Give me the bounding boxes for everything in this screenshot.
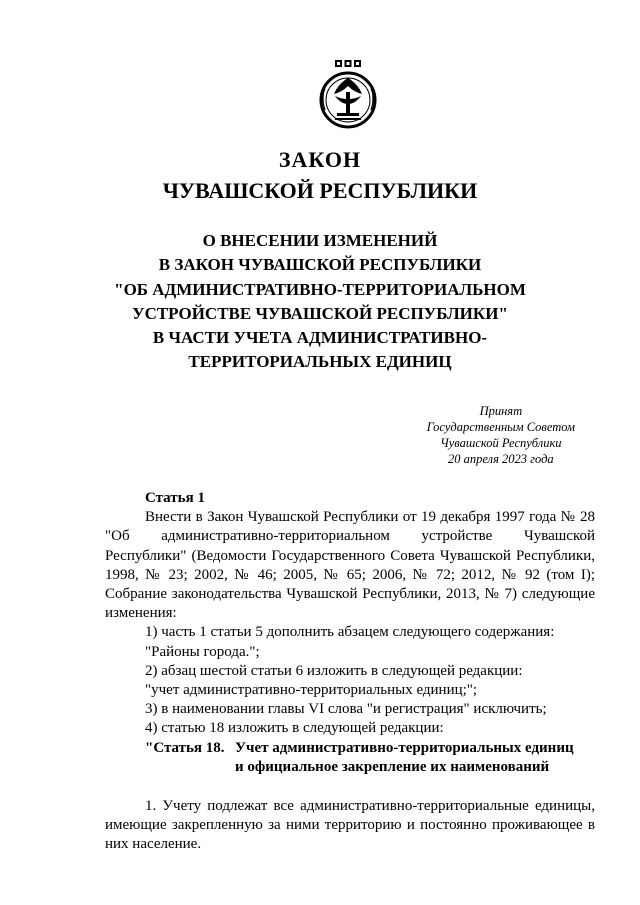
amendment-item: "учет административно-территориальных единиц;"; [145,682,478,699]
amendment-item: "Районы города."; [145,643,260,660]
article-18-title-line: и официальное закрепление их наименований [235,758,550,775]
coat-of-arms-emblem [313,58,383,132]
article-18-point-1: 1. Учету подлежат все административно-территориальные единицы, имеющие закрепленную за ними территорию и постоянно проживающее в них население. [105,798,595,853]
article-heading: Статья 1 [145,490,205,506]
amendment-item: 4) статью 18 изложить в следующей редакции: [145,720,444,737]
article-intro-paragraph: Внести в Закон Чувашской Республики от 19 декабря 1997 года № 28 "Об административно-территориальном устройстве Чувашской Республики" (Ведомости Государственного Совета Чувашской Республики, 1998, № 23; 2002, № 46; 2005, № 65; 2006, № 72; 2012, № 92 (том I); Собрание законодательства Чувашской Республики, 2013, № 7) следующие изменения: [105,509,595,622]
adoption-line: Государственным Советом [426,420,575,434]
subtitle-line: УСТРОЙСТВЕ ЧУВАШСКОЙ РЕСПУБЛИКИ" [132,303,508,323]
amendment-item: 1) часть 1 статьи 5 дополнить абзацем следующего содержания: [145,624,555,641]
subtitle-line: О ВНЕСЕНИИ ИЗМЕНЕНИЙ [202,231,438,250]
adoption-line: Принят [479,404,523,418]
document-body [105,489,595,855]
subtitle-line: В ЧАСТИ УЧЕТА АДМИНИСТРАТИВНО- [152,328,488,348]
adoption-date: 20 апреля 2023 года [448,452,554,466]
article-18-heading [105,739,595,777]
article-18-title-line: Учет административно-территориальных единиц [235,739,574,756]
subtitle-line: "ОБ АДМИНИСТРАТИВНО-ТЕРРИТОРИАЛЬНОМ [114,279,526,299]
article-18-title [235,739,595,777]
adoption-line: Чувашской Республики [440,436,562,450]
amendment-item: 2) абзац шестой статьи 6 изложить в следующей редакции: [145,662,523,679]
adoption-note [427,403,575,467]
article-18-label: "Статья 18. [145,739,225,756]
subtitle-line: В ЗАКОН ЧУВАШСКОЙ РЕСПУБЛИКИ [158,255,482,275]
subtitle-line: ТЕРРИТОРИАЛЬНЫХ ЕДИНИЦ [188,352,452,372]
spacer [105,777,595,797]
law-title: ЗАКОН [278,147,362,172]
amendment-item: 3) в наименовании главы VI слова "и регистрация" исключить; [145,701,547,718]
law-subtitle [20,229,620,375]
republic-title: ЧУВАШСКОЙ РЕСПУБЛИКИ [162,178,478,203]
